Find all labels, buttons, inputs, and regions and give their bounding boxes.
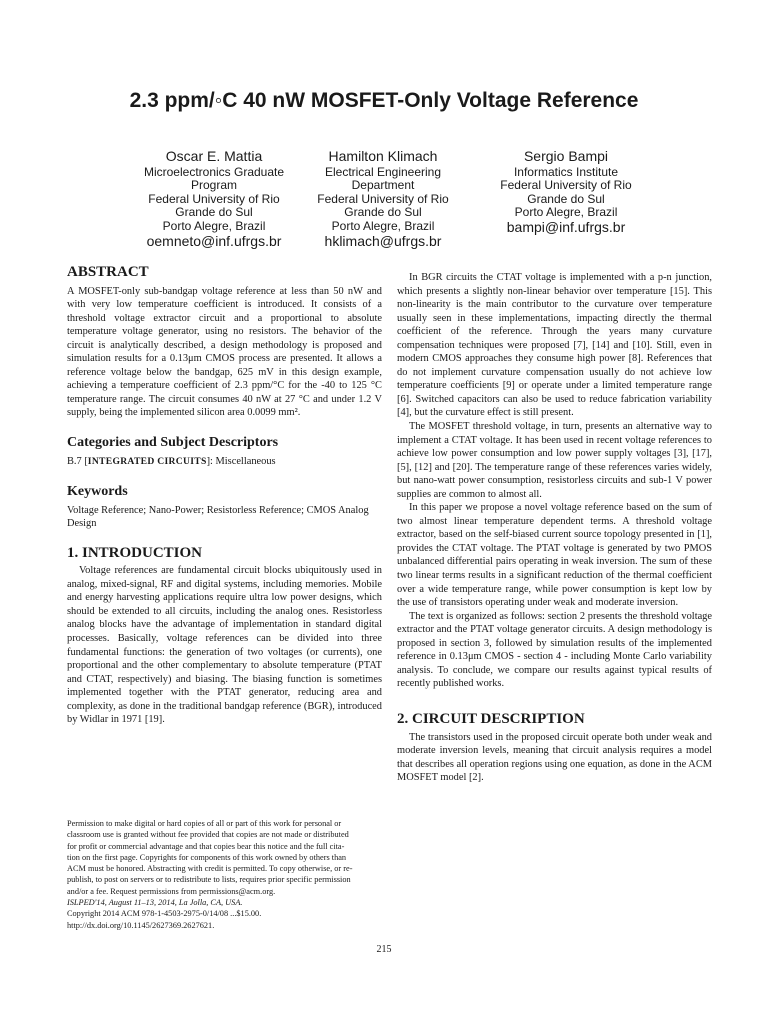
- permission-line: for profit or commercial advantage and that copies bear this notice and the full cita-: [67, 841, 345, 851]
- keywords-text: Voltage Reference; Nano-Power; Resistorless Reference; CMOS Analog Design: [67, 504, 369, 530]
- author-affiliation-line: Porto Alegre, Brazil: [514, 205, 618, 220]
- paper-title: 2.3 ppm/◦C 40 nW MOSFET-Only Voltage Reference: [129, 89, 639, 112]
- intro-text: Voltage references are fundamental circuit blocks ubiquitously used in analog, mixed-signal, RF and digital systems, including memories. Mobile and energy harvesting applications require ultra low power designs, which should be extended to all circuits, including the analog ones. Resistorless analog blocks have the advantage of implementation in standard digital processes. Basically, voltage references can be divided into three fundamental functions: the generation of two voltages (or currents), one proportional and the other complementary to absolute temperature (PTAT and CTAT, respectively) and biasing. The biasing function is sometimes implemented together with the PTAT generator, reducing area and complexity, as done in the traditional bandgap reference (BGR), introduced by Widlar in 1971 [19].: [67, 565, 382, 726]
- author-block: [298, 150, 468, 248]
- author-affiliation-line: Federal University of Rio: [317, 191, 449, 206]
- body-paragraph: The text is organized as follows: section 2 presents the threshold voltage extractor and the PTAT voltage generator circuits. A design methodology is proposed in section 3, followed by simulation results of the implemented reference in 0.13μm CMOS - section 4 - including Monte Carlo variability analysis. To conclude, we compare our results against typical results of recently published works.: [397, 610, 712, 690]
- body-paragraph: In BGR circuits the CTAT voltage is implemented with a p-n junction, which presents a slightly non-linear behavior over temperature [15]. This non-linearity is the main contributor to the curvature over temperature usually seen in these implementations, impacting directly the thermal coefficient of the reference. Through the years many curvature compensation techniques were proposed [7], [14] and [10]. Still, even in modern CMOS approaches they consume high power [8]. References that do not implement curvature compensation usually do not achieve low temperature coefficients [9] or operate under a limited temperature range [6]. Switched capacitors can also be used to reduce fabrication variability [4], but the curvature effect is still present.: [397, 272, 712, 419]
- keywords-heading: Keywords: [67, 484, 128, 500]
- author-block: [129, 150, 299, 248]
- author-email[interactable]: oemneto@inf.ufrgs.br: [146, 232, 282, 249]
- abstract-heading: ABSTRACT: [67, 264, 149, 280]
- author-affiliation-line: Grande do Sul: [344, 205, 422, 220]
- author-affiliation-line: Porto Alegre, Brazil: [162, 218, 266, 233]
- permission-line: tion on the first page. Copyrights for components of this work owned by others than: [67, 852, 347, 862]
- author-affiliation-line: Informatics Institute: [513, 164, 619, 179]
- author-email[interactable]: bampi@inf.ufrgs.br: [506, 218, 626, 235]
- permission-line: classroom use is granted without fee provided that copies are not made or distributed: [67, 830, 349, 840]
- permission-notice: [67, 818, 382, 931]
- body-paragraph: The MOSFET threshold voltage, in turn, presents an alternative way to implement a CTAT voltage. It has been used in recent voltage references to achieve low power consumption and low power supply voltages [3], [17], [5], [12] and [20]. The temperature range of these references varies widely, but nano-watt power consumption, resistorless circuits and sub-1 V power supplies are common to almost all.: [397, 421, 712, 500]
- categories-heading: Categories and Subject Descriptors: [67, 435, 279, 451]
- author-affiliation-line: Porto Alegre, Brazil: [331, 218, 435, 233]
- permission-line: ACM must be honored. Abstracting with credit is permitted. To copy otherwise, or re-: [67, 864, 353, 874]
- author-email[interactable]: hklimach@ufrgs.br: [324, 232, 442, 249]
- permission-line: and/or a fee. Request permissions from permissions@acm.org.: [67, 886, 276, 896]
- categories-text: [67, 455, 382, 469]
- conference-line: ISLPED'14, August 11–13, 2014, La Jolla, CA, USA.: [67, 898, 243, 908]
- page-number: 215: [376, 944, 392, 955]
- author-affiliation-line: Electrical Engineering: [324, 164, 442, 179]
- intro-heading: 1. INTRODUCTION: [67, 544, 203, 561]
- right-column: [397, 271, 712, 785]
- author-affiliation-line: Department: [351, 178, 415, 193]
- copyright-line: Copyright 2014 ACM 978-1-4503-2975-0/14/08 ...$15.00.: [67, 909, 262, 919]
- abstract-text: A MOSFET-only sub-bandgap voltage reference at less than 50 nW and with very low temperature coefficient is introduced. It consists of a threshold voltage extractor circuit and a proportional to absolute temperature voltage generator, using no resistors. The behavior of the circuit is analytically described, a design methodology is proposed and simulation results for a 0.13μm CMOS process are presented. It allows a reference voltage below the bandgap, 625 mV in this design example, achieving a temperature coefficient of 2.3 ppm/°C for the -40 to 125 °C temperature range. The circuit consumes 40 nW at 27 °C and under 1.2 V supply, being the implemented silicon area 0.0099 mm².: [67, 285, 382, 419]
- categories-caps: INTEGRATED CIRCUITS: [87, 455, 207, 467]
- author-affiliation-line: Grande do Sul: [175, 205, 253, 220]
- body-paragraph: In this paper we propose a novel voltage reference based on the sum of two almost linear temperature dependent terms. A threshold voltage extractor, based on the self-biased current source topology presented in [1], provides the CTAT voltage. The PTAT voltage is generated by two PMOS unbalanced differential pairs operating in weak inversion. The sum of these two linear terms results in a significant reduction of the thermal coefficient over a wide temperature range, while power consumption is kept low by the use of transistors operating under weak and moderate inversion.: [397, 502, 712, 609]
- author-affiliation-line: Grande do Sul: [527, 191, 605, 206]
- author-block: [481, 150, 651, 235]
- author-name: Sergio Bampi: [523, 148, 609, 164]
- categories-suffix: ]: Miscellaneous: [206, 455, 276, 467]
- section2-heading: 2. CIRCUIT DESCRIPTION: [397, 710, 585, 727]
- author-affiliation-line: Federal University of Rio: [500, 178, 632, 193]
- author-affiliation-line: Program: [190, 178, 237, 193]
- permission-line: Permission to make digital or hard copies of all or part of this work for personal or: [67, 819, 342, 828]
- left-column: [67, 266, 382, 727]
- author-affiliation-line: Microelectronics Graduate: [143, 164, 285, 179]
- doi-link[interactable]: http://dx.doi.org/10.1145/2627369.2627621.: [67, 920, 215, 930]
- permission-line: publish, to post on servers or to redistribute to lists, requires prior specific permission: [67, 875, 351, 885]
- author-name: Oscar E. Mattia: [165, 148, 263, 164]
- author-name: Hamilton Klimach: [328, 148, 438, 164]
- section2-text: The transistors used in the proposed circuit operate both under weak and moderate inversion levels, meaning that circuit analysis requires a model that describes all operation regions using one equation, as done in the ACM MOSFET model [2].: [397, 731, 712, 784]
- author-affiliation-line: Federal University of Rio: [148, 191, 280, 206]
- categories-prefix: B.7 [: [67, 455, 88, 467]
